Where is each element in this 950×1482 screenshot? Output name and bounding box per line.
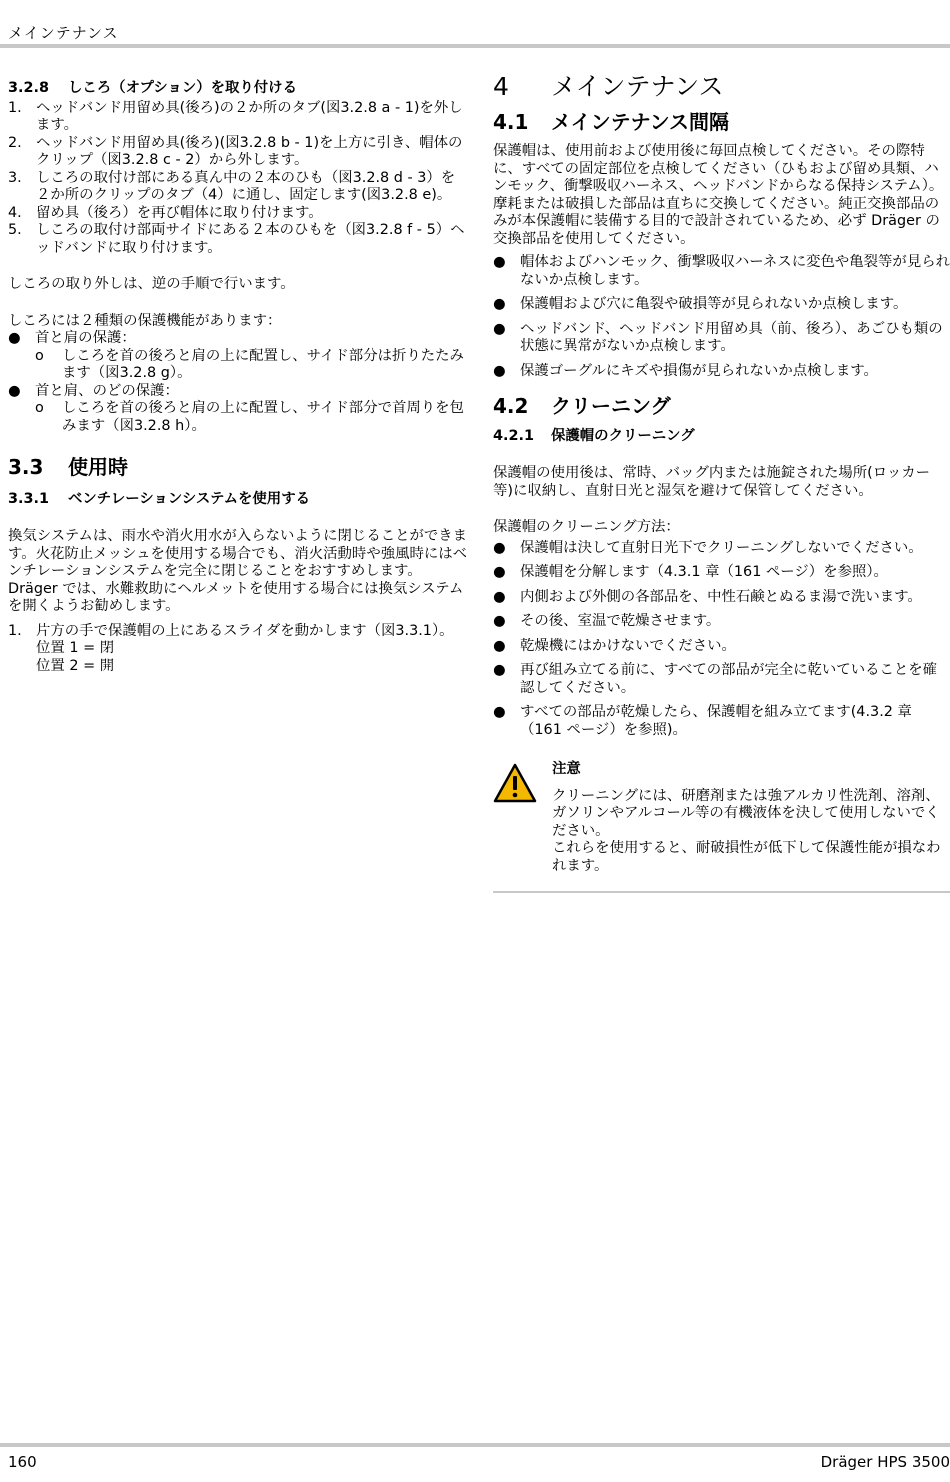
footer-rule bbox=[0, 1443, 950, 1447]
left-column bbox=[8, 80, 468, 675]
bullet-icon: ● bbox=[493, 254, 506, 270]
protection-list bbox=[8, 330, 468, 348]
heading-3-2-8 bbox=[8, 80, 468, 98]
list-item: ● 保護ゴーグルにキズや損傷が見られないか点検します。 bbox=[493, 362, 878, 379]
heading-3-3-1 bbox=[8, 491, 468, 509]
position-2-open: 位置 2 = 開 bbox=[36, 657, 115, 674]
list-item: ● 首と肩の保護： bbox=[8, 330, 136, 346]
protection-sublist bbox=[8, 348, 468, 383]
heading-number: 3.3.1 bbox=[8, 490, 49, 507]
position-1-closed: 位置 1 = 閉 bbox=[36, 640, 115, 656]
heading-3-3 bbox=[8, 455, 468, 479]
bullet-icon: ● bbox=[493, 637, 506, 654]
protection-list bbox=[8, 383, 468, 401]
heading-title: しころ（オプション）を取り付ける bbox=[68, 80, 297, 96]
circle-bullet-icon: o bbox=[35, 400, 44, 416]
list-item: ● 内側および外側の各部品を、中性石鹸とぬるま湯で洗います。 bbox=[493, 588, 922, 605]
heading-title: 使用時 bbox=[68, 455, 128, 479]
list-item: ● ヘッドバンド、ヘッドバンド用留め具（前、後ろ）、あごひも類の状態に異常がないか点検します。 bbox=[493, 320, 943, 354]
list-item: 1. 片方の手で保護帽の上にあるスライダを動かします（図3.3.1）。 位置 1 = 閉 位置 2 = 開 bbox=[8, 622, 454, 674]
bullet-icon: ● bbox=[493, 613, 506, 629]
list-item: 1. ヘッドバンド用留め具(後ろ)の２か所のタブ(図3.2.8 a - 1)を外します。 bbox=[8, 99, 463, 133]
heading-title: メインテナンス間隔 bbox=[551, 109, 729, 134]
heading-title: クリーニング bbox=[551, 394, 671, 418]
bullet-icon: ● bbox=[493, 362, 506, 379]
list-item: ● すべての部品が乾燥したら、保護帽を組み立てます(4.3.2 章（161 ページ）を参照)。 bbox=[493, 704, 912, 738]
warning-triangle-icon bbox=[493, 763, 537, 803]
list-item: ● その後、室温で乾燥させます。 bbox=[493, 613, 721, 629]
page-number: 160 bbox=[8, 1453, 37, 1471]
caution-consequence: これらを使用すると、耐破損性が低下して保護性能が損なわれます。 bbox=[552, 840, 941, 874]
bullet-icon: ● bbox=[493, 588, 506, 605]
right-column bbox=[493, 72, 950, 893]
bullet-icon: ● bbox=[8, 330, 21, 346]
heading-title: メインテナンス bbox=[551, 72, 724, 101]
bullet-icon: ● bbox=[8, 382, 21, 399]
caution-label: 注意 bbox=[552, 761, 581, 777]
document-title: Dräger HPS 3500 bbox=[820, 1453, 950, 1471]
attach-steps-list bbox=[8, 100, 468, 258]
ventilation-paragraph: 換気システムは、雨水や消火用水が入らないように閉じることができます。火花防止メッシュを使用する場合でも、消火活動時や強風時にはベンチレーションシステムを完全に閉じることをおすすめします。Dräger では、水難救助にヘルメットを使用する場合には換気システムを開くようお勧めします。 bbox=[8, 528, 468, 614]
bullet-icon: ● bbox=[493, 564, 506, 580]
heading-4-2 bbox=[493, 394, 950, 418]
list-item: 5. しころの取付け部両サイドにある２本のひもを（図3.2.8 f - 5）ヘッドバンドに取り付けます。 bbox=[8, 222, 465, 256]
bullet-icon: ● bbox=[493, 704, 506, 720]
list-item: 2. ヘッドバンド用留め具(後ろ)(図3.2.8 b - 1)を上方に引き、帽体のクリップ（図3.2.8 c - 2）から外します。 bbox=[8, 134, 463, 168]
bullet-icon: ● bbox=[493, 320, 506, 337]
heading-number: 3.2.8 bbox=[8, 80, 49, 96]
chapter-4-heading bbox=[493, 72, 950, 101]
bullet-icon: ● bbox=[493, 296, 506, 312]
cleaning-list bbox=[493, 540, 950, 740]
list-item: ● 帽体およびハンモック、衝撃吸収ハーネスに変色や亀裂等が見られないか点検します。 bbox=[493, 254, 950, 288]
caution-body bbox=[552, 761, 950, 875]
heading-4-2-1 bbox=[493, 428, 950, 446]
heading-number: 4.1 bbox=[493, 109, 529, 134]
cleaning-method-intro: 保護帽のクリーニング方法： bbox=[493, 519, 680, 535]
list-item: o しころを首の後ろと肩の上に配置し、サイド部分は折りたたみます（図3.2.8 g）。 bbox=[35, 347, 464, 381]
protection-intro: しころには２種類の保護機能があります： bbox=[8, 312, 282, 329]
storage-paragraph: 保護帽の使用後は、常時、バッグ内または施錠された場所(ロッカー等)に収納し、直射日光と湿気を避けて保管してください。 bbox=[493, 465, 931, 499]
heading-number: 3.3 bbox=[8, 455, 44, 479]
circle-bullet-icon: o bbox=[35, 347, 44, 364]
caution-text: クリーニングには、研磨剤または強アルカリ性洗剤、溶剤、ガソリンやアルコール等の有機液体を決して使用しないでください。 bbox=[552, 787, 940, 839]
list-item: ● 保護帽を分解します（4.3.1 章（161 ページ）を参照）。 bbox=[493, 564, 888, 580]
heading-number: 4.2 bbox=[493, 394, 529, 418]
inspection-paragraph: 保護帽は、使用前および使用後に毎回点検してください。その際特に、すべての固定部位を点検してください（ひもおよび留め具類、ハンモック、衝撃吸収ハーネス、ヘッドバンドからなる保持システム）。摩耗または破損した部品は直ちに交換してください。純正交換部品のみが本保護帽に装備する目的で設計されているため、必ず Dräger の交換部品を使用してください。 bbox=[493, 143, 944, 247]
ventilation-steps-list bbox=[8, 623, 468, 676]
running-header: メインテナンス bbox=[8, 24, 119, 42]
heading-title: ベンチレーションシステムを使用する bbox=[68, 490, 310, 507]
list-item: ● 再び組み立てる前に、すべての部品が完全に乾いていることを確認してください。 bbox=[493, 662, 938, 696]
list-item: ● 乾燥機にはかけないでください。 bbox=[493, 637, 736, 654]
list-item: 3. しころの取付け部にある真ん中の２本のひも（図3.2.8 d - 3）を２か所のクリップのタブ（4）に通し、固定します(図3.2.8 e)。 bbox=[8, 169, 456, 203]
inspection-list bbox=[493, 254, 950, 380]
caution-box bbox=[493, 761, 950, 893]
list-item: ● 保護帽および穴に亀裂や破損等が見られないか点検します。 bbox=[493, 296, 908, 312]
header-rule bbox=[0, 44, 950, 48]
bullet-icon: ● bbox=[493, 662, 506, 678]
heading-title: 保護帽のクリーニング bbox=[551, 427, 695, 444]
list-item: 4. 留め具（後ろ）を再び帽体に取り付けます。 bbox=[8, 204, 323, 221]
bullet-icon: ● bbox=[493, 539, 506, 556]
heading-number: 4 bbox=[493, 72, 509, 101]
removal-note: しころの取り外しは、逆の手順で行います。 bbox=[8, 276, 295, 292]
heading-number: 4.2.1 bbox=[493, 427, 534, 444]
list-item: o しころを首の後ろと肩の上に配置し、サイド部分で首周りを包みます（図3.2.8 h）。 bbox=[35, 400, 464, 434]
protection-sublist bbox=[8, 400, 468, 435]
list-item: ● 保護帽は決して直射日光下でクリーニングしないでください。 bbox=[493, 539, 923, 556]
heading-4-1 bbox=[493, 109, 950, 134]
list-item: ● 首と肩、のどの保護： bbox=[8, 382, 179, 399]
